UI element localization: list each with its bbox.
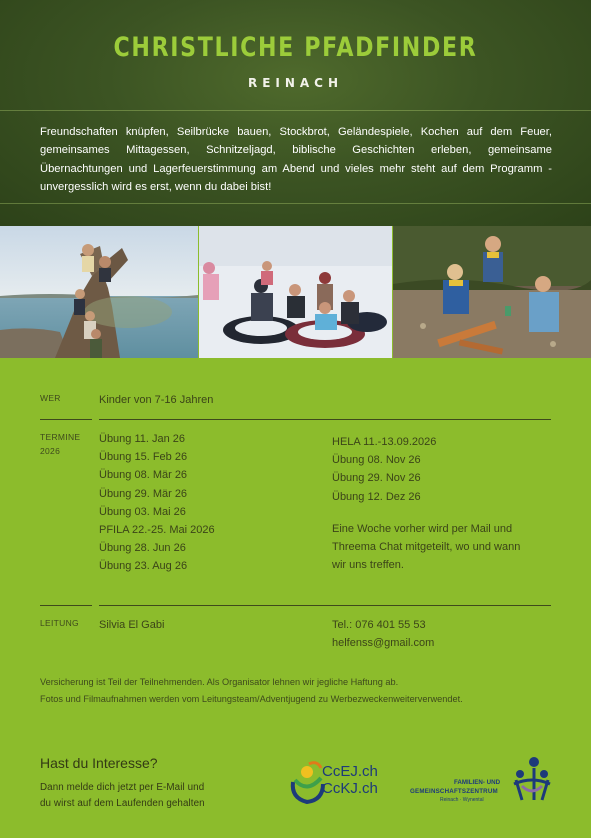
page-subtitle: REINACH: [247, 76, 344, 90]
date-item: Übung 23. Aug 26: [99, 560, 188, 573]
wer-value: Kinder von 7-16 Jahren: [99, 394, 214, 406]
intro-text: Freundschaften knüpfen, Seilbrücke bauen, Stockbrot, Geländespiele, Kochen auf dem Feuer, gemeinsames Mittagessen, Schnitzeljagd, biblische Geschichten erleben, gemeinsame Übernachtungen und Lagerfeuerstimmung am Abend und vieles mehr steht auf dem Programm - unvergesslich wird es erst, wenn du dabei bist!: [40, 126, 552, 194]
interest-heading: Hast du Interesse?: [40, 755, 158, 771]
note-line: wir uns treffen.: [332, 559, 404, 572]
meeting-note: [332, 520, 520, 575]
section-label-wer: WER: [40, 393, 61, 403]
divider: [99, 605, 551, 606]
leader-email[interactable]: helfenss@gmail.com: [332, 637, 435, 649]
section-label-termine: TERMINE: [40, 432, 81, 442]
note-line: Threema Chat mitgeteilt, wo und wann: [332, 541, 521, 554]
photo-lake-tree: [0, 226, 198, 358]
date-item: Übung 08. Nov 26: [332, 454, 421, 467]
note-line: Eine Woche vorher wird per Mail und: [332, 523, 513, 535]
date-item: Übung 15. Feb 26: [99, 451, 188, 464]
date-item: Übung 03. Mai 26: [99, 505, 186, 518]
date-item: HELA 11.-13.09.2026: [332, 436, 437, 448]
termine-year: 2026: [40, 446, 61, 456]
fgz-logo-line1: FAMILIEN- UND: [454, 779, 501, 786]
fgz-logo-icon: [508, 756, 552, 806]
date-item: Übung 12. Dez 26: [332, 490, 421, 503]
date-item: Übung 08. Mär 26: [99, 469, 188, 482]
date-item: Übung 29. Nov 26: [332, 472, 421, 485]
dates-list-right: [332, 433, 436, 506]
date-item: Übung 28. Jun 26: [99, 542, 186, 555]
date-item: PFILA 22.-25. Mai 2026: [99, 524, 215, 537]
photo-snow-tubing: [199, 226, 392, 358]
cej-logo-line2: CcKJ.ch: [322, 780, 378, 797]
dates-list-left: [99, 430, 215, 576]
disclaimer-line: Fotos und Filmaufnahmen werden vom Leitungsteam/Adventjugend zu Werbezweckenweiterverwendet.: [40, 694, 463, 704]
interest-line: Dann melde dich jetzt per E-Mail und: [40, 782, 205, 793]
cej-logo: [287, 758, 397, 810]
page-title: CHRISTLICHE PFADFINDER: [113, 32, 478, 63]
section-label-leitung: LEITUNG: [40, 618, 79, 628]
header: [0, 0, 591, 226]
date-item: Übung 11. Jan 26: [99, 433, 186, 445]
divider: [40, 419, 92, 420]
photo-campfire-kids: [393, 226, 591, 358]
header-divider: [0, 110, 591, 111]
interest-line: du wirst auf dem Laufenden gehalten: [40, 798, 205, 809]
interest-text: [40, 780, 205, 812]
fgz-logo-line2: GEMEINSCHAFTSZENTRUM: [410, 788, 498, 795]
disclaimer-line: Versicherung ist Teil der Teilnehmenden. Als Organisator lehnen wir jegliche Haftung ab.: [40, 677, 399, 687]
divider: [40, 605, 92, 606]
divider: [99, 419, 551, 420]
cej-logo-icon: [287, 760, 327, 806]
header-divider: [0, 203, 591, 204]
leader-phone[interactable]: Tel.: 076 401 55 53: [332, 619, 426, 631]
fgz-logo-line3: Reinach · Wynental: [440, 797, 484, 803]
cej-logo-line1: CcEJ.ch: [322, 763, 378, 780]
leader-name: Silvia El Gabi: [99, 619, 165, 631]
photo-strip: [0, 226, 591, 358]
date-item: Übung 29. Mär 26: [99, 487, 188, 500]
disclaimer: [40, 674, 463, 708]
fgz-logo: [410, 756, 555, 810]
